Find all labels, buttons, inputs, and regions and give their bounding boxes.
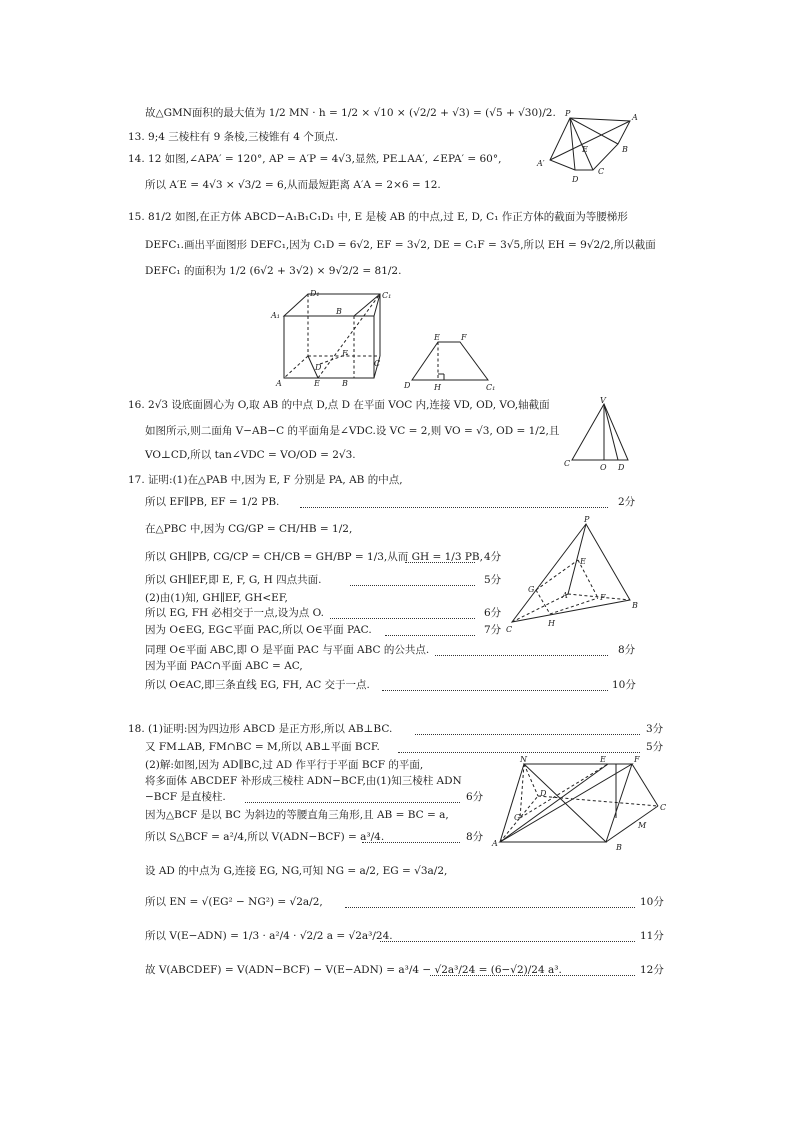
answer-line: 因为平面 PAC∩平面 ABC = AC,	[145, 660, 303, 672]
answer-line: 所以 V(E−ADN) = 1/3 · a²/4 · √2/2 a = √2a³/24.	[145, 930, 393, 942]
answer-line: 15. 81/2 如图,在正方体 ABCD−A₁B₁C₁D₁ 中, E 是棱 AB 的中点,过 E, D, C₁ 作正方体的截面为等腰梯形	[128, 211, 628, 223]
svg-text:M: M	[638, 821, 647, 830]
answer-line: DEFC₁ 的面积为 1/2 (6√2 + 3√2) × 9√2/2 = 81/2.	[145, 265, 402, 277]
svg-text:F: F	[600, 593, 606, 602]
dot-leader	[362, 842, 460, 843]
answer-line: 16. 2√3 设底面圆心为 O,取 AB 的中点 D,点 D 在平面 VOC 内,连接 VD, OD, VO,轴截面	[128, 399, 550, 411]
svg-text:D: D	[404, 381, 411, 390]
dot-leader	[380, 941, 635, 942]
svg-text:B: B	[616, 843, 622, 852]
svg-text:H: H	[548, 619, 555, 628]
dot-leader	[405, 562, 475, 563]
fig-label: D	[572, 175, 579, 184]
score-mark: 12分	[640, 964, 664, 976]
svg-text:B: B	[342, 379, 348, 388]
answer-line: 所以 GH∥EF,即 E, F, G, H 四点共面.	[145, 574, 322, 586]
answer-line: 又 FM⊥AB, FM∩BC = M,所以 AB⊥平面 BCF.	[145, 741, 380, 753]
answer-line: 所以 EG, FH 必相交于一点,设为点 O.	[145, 607, 324, 619]
answer-line: 14. 12 如图,∠APA′ = 120°, AP = A′P = 4√3,显然, PE⊥AA′, ∠EPA′ = 60°,	[128, 153, 502, 165]
answer-line: 所以 O∈AC,即三条直线 EG, FH, AC 交于一点.	[145, 679, 370, 691]
answer-line: 故 V(ABCDEF) = V(ADN−BCF) − V(E−ADN) = a³/4 − √2a³/24 = (6−√2)/24 a³.	[145, 964, 562, 976]
dot-leader	[300, 507, 608, 508]
answer-line: 同理 O∈平面 ABC,即 O 是平面 PAC 与平面 ABC 的公共点.	[145, 644, 430, 656]
answer-line: 18. (1)证明:因为四边形 ABCD 是正方形,所以 AB⊥BC.	[128, 723, 393, 735]
fig-label: A′	[537, 159, 545, 168]
svg-text:D: D	[618, 463, 625, 472]
answer-line: 所以 EF∥PB, EF = 1/2 PB.	[145, 496, 280, 508]
score-mark: 7分	[484, 624, 502, 636]
svg-text:D: D	[540, 789, 547, 798]
svg-text:C₁: C₁	[382, 291, 392, 300]
dot-leader	[350, 585, 475, 586]
answer-line: 故△GMN面积的最大值为 1/2 MN · h = 1/2 × √10 × (√2/2 + √3) = (√5 + √30)/2.	[145, 107, 556, 119]
dot-leader	[330, 618, 475, 619]
dot-leader	[415, 734, 640, 735]
svg-text:A₁: A₁	[271, 311, 280, 320]
svg-text:G: G	[528, 585, 535, 594]
svg-text:D: D	[315, 363, 322, 372]
svg-text:C: C	[374, 359, 381, 368]
dot-leader	[430, 975, 635, 976]
score-mark: 10分	[612, 679, 636, 691]
fig-label: P	[565, 109, 571, 118]
figure-q16-cone-section	[560, 396, 640, 476]
answer-line: 在△PBC 中,因为 CG/GP = CH/HB = 1/2,	[145, 523, 353, 535]
svg-text:A: A	[276, 379, 282, 388]
answer-line: 因为△BCF 是以 BC 为斜边的等腰直角三角形,且 AB = BC = a,	[145, 809, 449, 821]
answer-line: 13. 9;4 三棱柱有 9 条棱,三棱锥有 4 个顶点.	[128, 131, 339, 143]
svg-text:C: C	[506, 625, 513, 634]
score-mark: 6分	[466, 791, 484, 803]
svg-text:G: G	[514, 813, 521, 822]
score-mark: 11分	[640, 930, 664, 942]
svg-text:O: O	[600, 463, 607, 472]
score-mark: 10分	[640, 896, 664, 908]
score-mark: 8分	[618, 644, 636, 656]
answer-line: 所以 A′E = 4√3 × √3/2 = 6,从而最短距离 A′A = 2×6 = 12.	[145, 179, 441, 191]
figure-q14-prism	[530, 108, 650, 190]
svg-text:N: N	[520, 755, 527, 764]
svg-text:E: E	[434, 333, 440, 342]
score-mark: 5分	[646, 741, 664, 753]
figure-q17-tetrahedron	[504, 515, 644, 638]
fig-label: B	[622, 145, 628, 154]
answer-line: 如图所示,则二面角 V−AB−C 的平面角是∠VDC.设 VC = 2,则 VO = √3, OD = 1/2,且	[145, 425, 560, 437]
dot-leader	[398, 752, 640, 753]
svg-text:A: A	[492, 839, 498, 848]
svg-text:P: P	[584, 515, 590, 524]
score-mark: 6分	[484, 607, 502, 619]
answer-line: VO⊥CD,所以 tan∠VDC = VO/OD = 2√3.	[145, 449, 356, 461]
dot-leader	[345, 907, 635, 908]
answer-line: 17. 证明:(1)在△PAB 中,因为 E, F 分别是 PA, AB 的中点,	[128, 474, 403, 486]
score-mark: 2分	[618, 496, 636, 508]
svg-text:B: B	[336, 307, 342, 316]
answer-line: DEFC₁.画出平面图形 DEFC₁,因为 C₁D = 6√2, EF = 3√2, DE = C₁F = 3√5,所以 EH = 9√2/2,所以截面	[145, 239, 656, 251]
figure-q15-trapezoid	[400, 330, 500, 392]
svg-text:E: E	[580, 557, 586, 566]
svg-text:V: V	[600, 396, 606, 405]
score-mark: 4分	[484, 551, 502, 563]
dot-leader	[245, 802, 460, 803]
svg-text:E: E	[314, 379, 320, 388]
dot-leader	[385, 635, 475, 636]
dot-leader	[382, 690, 608, 691]
score-mark: 8分	[466, 831, 484, 843]
figure-q15-cube	[268, 289, 392, 390]
figure-q18-polyhedron	[490, 756, 670, 852]
svg-text:C: C	[564, 459, 571, 468]
answer-line: 所以 GH∥PB, CG/CP = CH/CB = GH/BP = 1/3,从而 GH = 1/3 PB,	[145, 551, 483, 563]
svg-text:D₁: D₁	[310, 289, 320, 298]
fig-label: C	[598, 167, 605, 176]
svg-text:H: H	[434, 383, 441, 392]
fig-label: E	[582, 145, 588, 154]
answer-line: (2)由(1)知, GH∥EF, GH<EF,	[145, 592, 288, 604]
svg-text:F: F	[461, 333, 467, 342]
svg-text:C₁: C₁	[486, 383, 496, 392]
answer-line: 因为 O∈EG, EG⊂平面 PAC,所以 O∈平面 PAC.	[145, 624, 372, 636]
svg-text:E: E	[600, 755, 606, 764]
svg-text:F: F	[634, 755, 640, 764]
svg-text:B: B	[632, 601, 638, 610]
svg-text:A: A	[562, 591, 568, 600]
dot-leader	[435, 655, 608, 656]
answer-line: (2)解:如图,因为 AD∥BC,过 AD 作平行于平面 BCF 的平面,	[145, 759, 424, 771]
answer-line: 设 AD 的中点为 G,连接 EG, NG,可知 NG = a/2, EG = √3a/2,	[145, 865, 448, 877]
answer-line: −BCF 是直棱柱.	[145, 791, 226, 803]
answer-line: 将多面体 ABCDEF 补形成三棱柱 ADN−BCF,由(1)知三棱柱 ADN	[145, 775, 462, 787]
svg-text:F: F	[342, 349, 348, 358]
answer-line: 所以 S△BCF = a²/4,所以 V(ADN−BCF) = a³/4.	[145, 831, 385, 843]
fig-label: A	[632, 113, 638, 122]
svg-text:C: C	[660, 803, 667, 812]
score-mark: 5分	[484, 574, 502, 586]
answer-line: 所以 EN = √(EG² − NG²) = √2a/2,	[145, 896, 323, 908]
score-mark: 3分	[646, 723, 664, 735]
